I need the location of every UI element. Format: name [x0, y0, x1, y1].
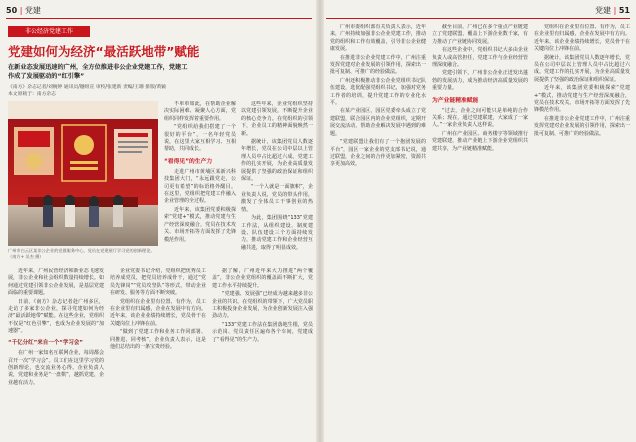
column-upper-right	[241, 101, 313, 261]
photo-caption: 广州市白云区某非公企业的党群服务中心，党员在党建展厅学习党的创新理论。（南方+ 吴杰 摄）	[8, 248, 155, 259]
paragraph: 这些年来，企业党组织坚持以党建引领发展，不断提升企业的核心竞争力。在党组织的引领下，企业员工的精神面貌焕然一新。	[241, 101, 313, 137]
paragraph: 在推进非公企业党建工作中，广州注重发挥党建对企业发展的引领作用，探索出一批可复制、可推广的经验做法。	[534, 115, 630, 137]
paragraph: “过去，企业之间可能只是单纯的合作关系；现在，通过党建联建，大家成了一家人。”一家企业负责人这样说。	[432, 107, 528, 129]
right-page-number: 51	[618, 6, 630, 15]
paragraph: 广州在产业园区、商务楼宇等领域推行党建联建，推动产业链上下游企业党组织共建共享，为产业链精准赋能。	[432, 130, 528, 152]
column-right-1	[330, 24, 426, 436]
paragraph: 走进广州市黄埔区某新兴科技集团大门，“永远跟党走，公司更有希望”的标语格外醒目。在这里，党组织把党建工作融入企业管理的全过程。	[164, 168, 236, 205]
paragraph: 据了解，广州近年来大力推进“两个覆盖”，非公企业党组织的覆盖面不断扩大，党建工作水平持续提升。	[212, 268, 313, 289]
article-byline: 《南方》杂志记者/刘婉婷 通讯员/穗组宣 审校/张建新 责编/王珊 排版/黄颖	[8, 85, 167, 90]
section-heading: “看得见”的生产力	[164, 158, 213, 165]
paragraph: “党建强、发展强”已经成为越来越多非公企业的共识。在党组织的带领下，广大党员职工积极投身企业发展，为企业创新发展注入强劲动力。	[212, 291, 313, 320]
paragraph: 企业党委书记介绍，党组织把优秀员工培养成党员，把党员培养成骨干，通过“党员先锋岗”“党员攻坚队”等形式，带动企业在研发、服务等方面不断突破。	[110, 268, 206, 297]
paragraph: 党建引领下，广州非公企业正迸发出蓬勃的发展活力，成为推动经济高质量发展的重要力量。	[432, 70, 528, 92]
column-lower-3	[212, 268, 313, 436]
column-right-3	[534, 24, 630, 436]
paragraph: 在这些企业中，党组织书记大多由企业负责人或高管担任，党建工作与企业经营管理深度融合。	[432, 47, 528, 69]
right-section-title: 党建	[595, 6, 612, 15]
paragraph: 在某产业园区，园区党委牵头成立了党建联盟，联合园区内的企业党组织，定期开展交流活动，帮助企业解决发展中遇到的难题。	[330, 108, 426, 137]
paragraph: 截至目前，广州已在多个重点产业链建立了党建联盟，覆盖上下游企业数千家，有力推动了产业链协同发展。	[432, 24, 528, 45]
paragraph: “133”党建工作法在集团落地生根，党员示范岗、党员责任区遍布各个车间，党建成了“看得见”的生产力。	[212, 321, 313, 343]
paragraph: 在推进非公企业党建工作中，广州注重发挥党建对企业发展的引领作用，探索出一批可复制、可推广的经验做法。	[330, 54, 426, 76]
paragraph: 据统计，该集团党员人数逐年增长，党员在公司中层以上管理人员中占比超过六成。党建工作的扎实开展，为企业高质量发展提供了坚强的政治保证和组织保证。	[241, 139, 313, 183]
exhibition-hall-image	[8, 101, 158, 246]
section-heading: “千亿分红”来自一个“学习会”	[8, 339, 83, 346]
paragraph: “做到了党建工作和业务工作同部署、同推进、同考核”，企业负责人表示，这是他们总结出的一条宝贵经验。	[110, 329, 206, 351]
paragraph: 近年来，该集团党委积极探索“党建+”模式，推动党建与生产经营深度融合，党员在技术攻关、市场开拓等方面发挥了先锋模范作用。	[164, 206, 236, 243]
column-lower-2	[110, 268, 206, 436]
article-source: 本文原载于：南方杂志	[8, 92, 56, 97]
paragraph: 广州市委组织部有关负责人表示，近年来，广州持续加强非公企业党建工作，推动党的组织和工作有效覆盖，引导非公企业健康发展。	[330, 24, 426, 53]
paragraph: “党组织给我们搭建了一个很好的平台”，一名年轻党员说，在这里大家互相学习、互相帮助，共同成长。	[164, 124, 236, 153]
section-heading: 为产业链精准赋能	[432, 97, 479, 104]
column-upper-middle	[164, 101, 236, 261]
left-section-title: 党建	[24, 6, 41, 15]
paragraph: 为此，集团围绕“133”党建工作法，从组织建设、制度建设、队伍建设三个方面持续发力，推动党建工作和企业经营互融共进，取得了明显成效。	[241, 215, 313, 251]
right-section-marker: |	[613, 6, 617, 15]
paragraph: 广州还积极推动非公企业党组织书记队伍建设，选优配强党组织书记，加强对党务工作者的培训，提升党建工作的专业化水平。	[330, 77, 426, 107]
column-right-2	[432, 24, 528, 436]
paragraph: “党建联盟让我们有了一个抱团发展的平台”，园区一家企业的党支部书记说，通过联盟，企业之间的合作更加紧密，资源共享更加高效。	[330, 139, 426, 168]
paragraph: 据统计，该集团党员人数逐年增长，党员在公司中层以上管理人员中占比超过六成。党建工作的扎实开展，为企业高质量发展提供了坚强的政治保证和组织保证。	[534, 54, 630, 83]
article-subhead: 在新业态发展迅速的广州，全方位推进非公企业党建工作，党建工作成了发展驱动的“红引擎”	[8, 64, 188, 80]
left-page-header	[6, 4, 312, 19]
paragraph: 近年来，广州民营经济和新业态飞速发展，非公企业和社会组织数量持续增长。如何通过党建引领非公企业发展，是基层党建面临的重要课题。	[8, 268, 104, 297]
paragraph: 不单单如此，在帮助企业解决实际困难、凝聚人心方面，党组织同样发挥着重要作用。	[164, 101, 236, 122]
page-gutter	[316, 0, 324, 442]
paragraph: 在广州一家知名互联网企业，每周都会召开一次“学习会”。员工们在这里学习党的创新理论，也交流业务心得。企业负责人说，党建和业务是“一盘棋”，越抓党建，企业越有活力。	[8, 350, 104, 386]
right-page-header	[326, 4, 630, 19]
left-section-marker: |	[19, 6, 23, 15]
paragraph: 日前，《南方》杂志记者赴广州多区，走访了多家非公企业，探寻党建如何为经济“最活跃地带”赋能。在这些企业，党组织不仅是“红色引擎”，也成为企业发展的“加速器”。	[8, 298, 104, 335]
column-lower-1	[8, 268, 104, 436]
article-photo	[8, 101, 158, 246]
section-label: 非公经济党建工作	[8, 26, 90, 37]
left-page-number: 50	[6, 6, 18, 15]
paragraph: “一个人就是一面旗帜”，企业负责人说，党员的带头作用，激发了全体员工干事创业的热情。	[241, 184, 313, 213]
paragraph: 党组织在企业里有位置、有作为，员工在企业里有归属感，企业在发展中有方向。近年来，该企业业绩持续增长，党员骨干在关键岗位上冲锋在前。	[110, 298, 206, 327]
paragraph: 近年来，该集团党委积极探索“党建+”模式，推动党建与生产经营深度融合，党员在技术攻关、市场开拓等方面发挥了先锋模范作用。	[534, 85, 630, 114]
paragraph: 党组织在企业里有位置、有作为，员工在企业里有归属感，企业在发展中有方向。近年来，该企业业绩持续增长，党员骨干在关键岗位上冲锋在前。	[534, 24, 630, 53]
article-headline: 党建如何为经济“最活跃地带”赋能	[8, 44, 200, 59]
